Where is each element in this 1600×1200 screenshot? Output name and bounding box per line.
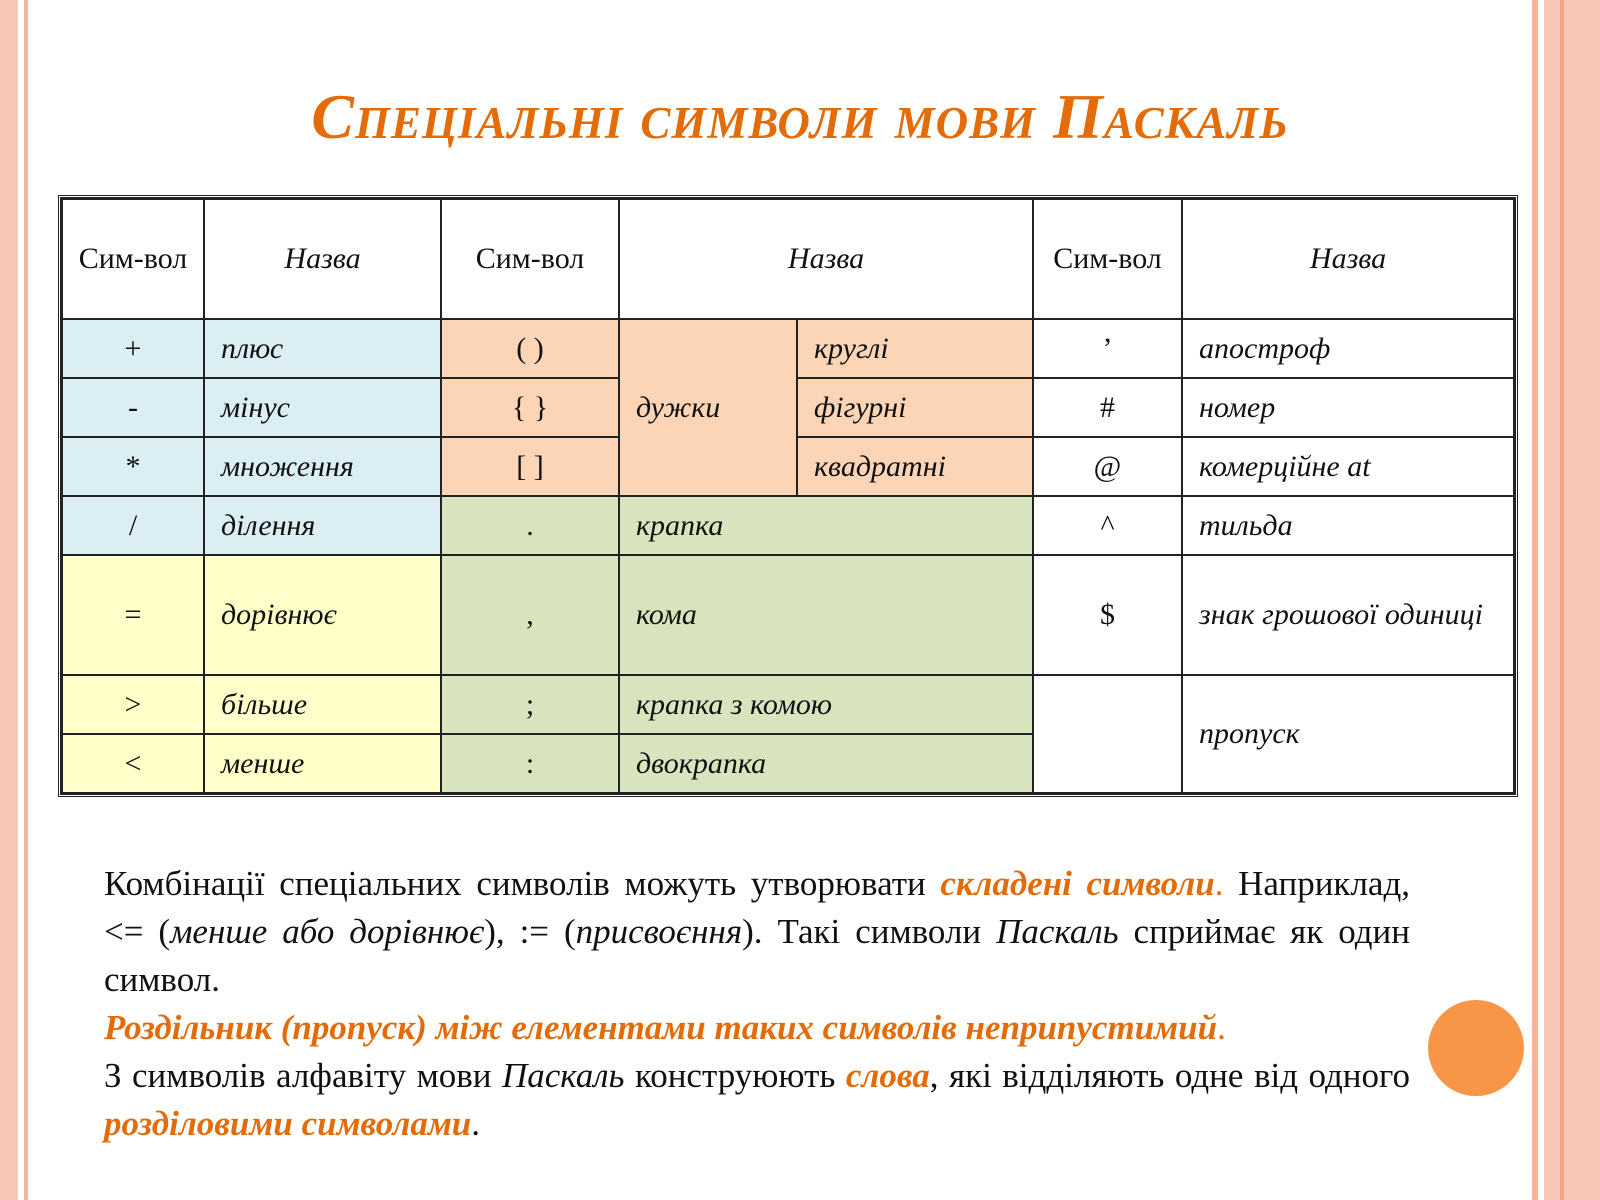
left-border-band <box>0 0 18 1200</box>
text-span: . <box>471 1104 481 1143</box>
name-cell: менше <box>204 734 441 793</box>
name-cell: плюс <box>204 319 441 378</box>
text-span: З символів алфавіту мови <box>104 1056 502 1095</box>
symbol-cell: ’ <box>1033 319 1182 378</box>
text-span: ). Такі символи <box>742 912 997 951</box>
brackets-label-cell: дужки <box>619 319 797 496</box>
symbol-cell: ; <box>441 675 619 734</box>
name-cell: фігурні <box>797 378 1033 437</box>
text-span: конструюють <box>624 1056 846 1095</box>
special-symbols-table <box>61 198 1515 794</box>
symbol-cell: = <box>62 555 204 675</box>
highlight-separator-rule: Роздільник (пропуск) між елементами таких символів неприпустимий <box>104 1008 1218 1047</box>
name-cell: крапка з комою <box>619 675 1033 734</box>
right-border-stripe <box>1560 0 1564 1200</box>
symbol-cell: > <box>62 675 204 734</box>
name-cell: апостроф <box>1182 319 1514 378</box>
name-cell: множення <box>204 437 441 496</box>
header-symbol-1: Сим-вол <box>62 199 204 319</box>
symbol-cell: ( ) <box>441 319 619 378</box>
text-span: Паскаль <box>501 1056 625 1095</box>
symbol-cell: : <box>441 734 619 793</box>
name-cell: пропуск <box>1182 675 1514 793</box>
table-row <box>62 555 1514 675</box>
symbol-cell: < <box>62 734 204 793</box>
name-cell: ділення <box>204 496 441 555</box>
left-border-line <box>24 0 28 1200</box>
name-cell: круглі <box>797 319 1033 378</box>
name-cell: крапка <box>619 496 1033 555</box>
symbol-cell: - <box>62 378 204 437</box>
header-name-3: Назва <box>1182 199 1514 319</box>
symbol-cell: + <box>62 319 204 378</box>
header-symbol-2: Сим-вол <box>441 199 619 319</box>
name-cell: номер <box>1182 378 1514 437</box>
symbol-cell: ^ <box>1033 496 1182 555</box>
name-cell: тильда <box>1182 496 1514 555</box>
header-symbol-3: Сим-вол <box>1033 199 1182 319</box>
name-cell: двокрапка <box>619 734 1033 793</box>
table-row <box>62 675 1514 734</box>
text-span: Комбінації спеціальних символів можуть утворювати <box>104 864 941 903</box>
symbol-cell: / <box>62 496 204 555</box>
header-name-2: Назва <box>619 199 1033 319</box>
name-cell: більше <box>204 675 441 734</box>
symbol-cell: [ ] <box>441 437 619 496</box>
highlight-compound-symbols: складені символи <box>940 864 1215 903</box>
text-span: . <box>1217 1008 1226 1047</box>
name-cell: квадратні <box>797 437 1033 496</box>
name-cell: мінус <box>204 378 441 437</box>
explanation-text <box>104 860 1410 1148</box>
decorative-circle <box>1428 1000 1524 1096</box>
text-span: менше або дорівнює <box>170 912 485 951</box>
table-row <box>62 319 1514 378</box>
text-span: сприймає як один символ. <box>104 912 1410 999</box>
text-span: , які відділяють одне від одного <box>929 1056 1411 1095</box>
symbol-cell: { } <box>441 378 619 437</box>
paragraph-words <box>104 1052 1410 1148</box>
table-header-row <box>62 199 1514 319</box>
table-row <box>62 496 1514 555</box>
text-span: Наприклад, <= ( <box>104 864 1410 951</box>
symbol-cell: , <box>441 555 619 675</box>
symbol-cell <box>1033 675 1182 793</box>
symbol-cell: # <box>1033 378 1182 437</box>
text-span: присвоєння <box>575 912 743 951</box>
paragraph-separator-rule <box>104 1004 1410 1052</box>
symbol-cell: . <box>441 496 619 555</box>
text-span: Паскаль <box>996 912 1119 951</box>
name-cell: знак грошової одиниці <box>1182 555 1514 675</box>
text-span: . <box>1214 864 1224 903</box>
name-cell: кома <box>619 555 1033 675</box>
highlight-words: слова <box>845 1056 930 1095</box>
header-name-1: Назва <box>204 199 441 319</box>
right-border-band <box>1544 0 1600 1200</box>
text-span: ), := ( <box>484 912 576 951</box>
symbol-cell: $ <box>1033 555 1182 675</box>
name-cell: дорівнює <box>204 555 441 675</box>
symbol-cell: * <box>62 437 204 496</box>
slide-title: Спеціальні символи мови Паскаль <box>311 81 1289 152</box>
paragraph-combined-symbols <box>104 860 1410 1004</box>
name-cell: комерційне at <box>1182 437 1514 496</box>
highlight-separator-symbols: розділовими символами <box>104 1104 472 1143</box>
symbol-cell: @ <box>1033 437 1182 496</box>
